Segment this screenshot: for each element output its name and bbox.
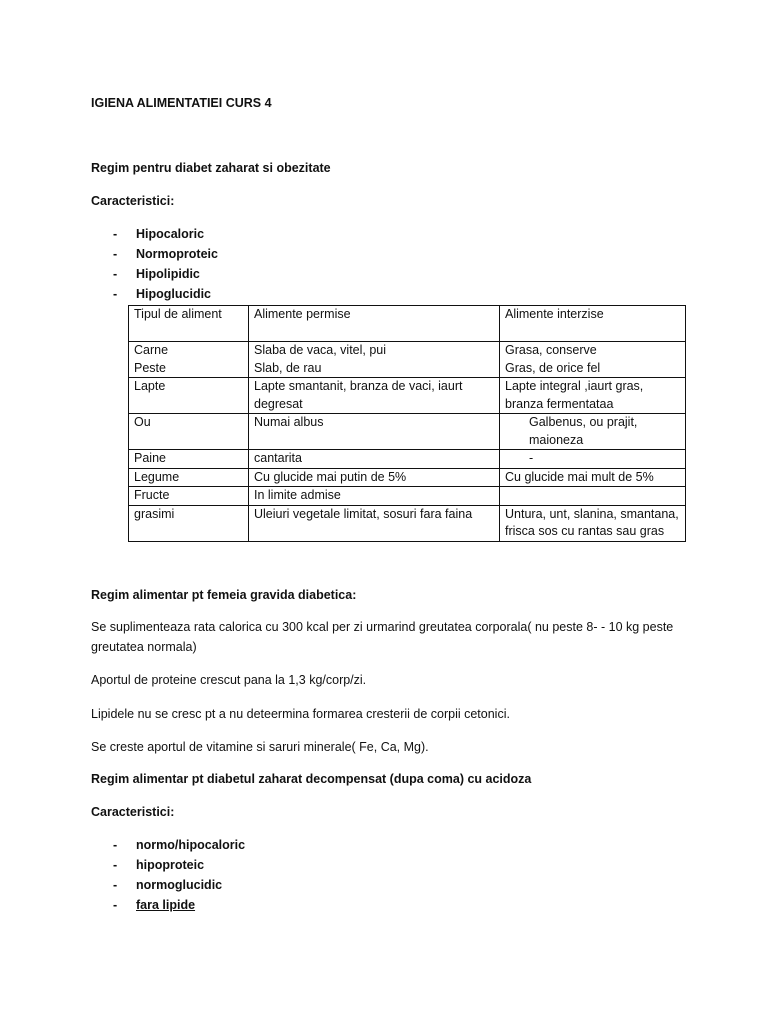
document-page: IGIENA ALIMENTATIEI CURS 4 Regim pentru diabet zaharat si obezitate Caracteristici: - Hipocaloric - Normoproteic - Hipolipidic - Hipoglucidic Tipul de aliment Alimente permise Alimente interzise Carne Peste Slaba de vaca, vitel, pui Slab, de rau Grasa, conserve Gras, de orice fel Lapte Lapte smantanit, branza de vaci, iaurt degresat Lapte integral ,iaurt gras, branza fermentataa Ou Numai albus Galbenus, ou prajit, maioneza Paine cantarita - Legume Cu glucide mai putin de 5% Cu glucide mai mult de 5% Fructe In limite admise grasimi Uleiuri vegetale limitat, sosuri fara faina Untura, unt, slanina, smantana, frisca sos cu rantas sau gras Regim alimentar pt femeia gravida diabetica: Se suplimenteaza rata calorica cu 300 kcal per zi urmarind greutatea corporala( nu peste 8- - 10 kg peste greutatea normala) Aportul de proteine crescut pana la 1,3 kg/corp/zi. Lipidele nu se cresc pt a nu deteermina formarea cresterii de corpii cetonici. Se creste aportul de vitamine si saruri minerale( Fe, Ca, Mg). Regim alimentar pt diabetul zaharat decompensat (dupa coma) cu acidoza Caracteristici: - normo/hipocaloric - hipoproteic - normoglucidic - fara lipide (0, 0, 768, 1024)
table-header-row (129, 306, 686, 342)
table-cell: grasimi (129, 505, 249, 541)
document-title: IGIENA ALIMENTATIEI CURS 4 (91, 96, 272, 110)
section-heading-diabet-obezitate: Regim pentru diabet zaharat si obezitate (91, 161, 331, 175)
characteristics-label: Caracteristici: (91, 805, 175, 819)
table-row (129, 414, 686, 450)
list-dash: - (113, 878, 118, 892)
table-cell: Ou (129, 414, 249, 450)
paragraph: Se suplimenteaza rata calorica cu 300 kcal per zi urmarind greutatea corporala( nu peste 8- - 10 kg peste greutatea normala) (91, 620, 674, 654)
paragraph: Se creste aportul de vitamine si saruri minerale( Fe, Ca, Mg). (91, 740, 429, 754)
table-cell: Lapte smantanit, branza de vaci, iaurt degresat (249, 378, 500, 414)
table-cell: Numai albus (249, 414, 500, 450)
table-cell: Fructe (129, 487, 249, 506)
list-dash: - (113, 858, 118, 872)
characteristics-label: Caracteristici: (91, 194, 175, 208)
table-cell: Uleiuri vegetale limitat, sosuri fara faina (249, 505, 500, 541)
list-dash: - (113, 227, 118, 241)
paragraph: Aportul de proteine crescut pana la 1,3 kg/corp/zi. (91, 673, 367, 687)
table-cell: Cu glucide mai putin de 5% (249, 468, 500, 487)
table-cell: Lapte (129, 378, 249, 414)
table-row (129, 450, 686, 469)
table-cell: Slaba de vaca, vitel, pui Slab, de rau (249, 342, 500, 378)
list-dash: - (113, 838, 118, 852)
table-cell: Carne Peste (129, 342, 249, 378)
paragraph: Lipidele nu se cresc pt a nu deteermina formarea cresterii de corpii cetonici. (91, 707, 510, 721)
list-dash: - (113, 267, 118, 281)
table-cell: In limite admise (249, 487, 500, 506)
table-row (129, 468, 686, 487)
table-row (129, 487, 686, 506)
list-dash: - (113, 287, 118, 301)
table-cell: Lapte integral ,iaurt gras, branza fermentataa (500, 378, 686, 414)
table-cell: Grasa, conserve Gras, de orice fel (500, 342, 686, 378)
list-dash: - (113, 247, 118, 261)
table-row (129, 378, 686, 414)
section-heading-decompensat: Regim alimentar pt diabetul zaharat decompensat (dupa coma) cu acidoza (91, 772, 532, 786)
table-cell: Legume (129, 468, 249, 487)
table-cell: Untura, unt, slanina, smantana, frisca sos cu rantas sau gras (500, 505, 686, 541)
header-tipul-de-aliment: Tipul de aliment (129, 306, 249, 342)
diet-table (128, 305, 686, 542)
table-cell: Galbenus, ou prajit, maioneza (500, 414, 686, 450)
table-row (129, 342, 686, 378)
table-cell (500, 487, 686, 506)
table-cell: Paine (129, 450, 249, 469)
table-cell: Cu glucide mai mult de 5% (500, 468, 686, 487)
section-heading-gravida: Regim alimentar pt femeia gravida diabetica: (91, 588, 357, 602)
header-alimente-interzise: Alimente interzise (500, 306, 686, 342)
table-row (129, 505, 686, 541)
list-dash: - (113, 898, 118, 912)
table-cell: - (500, 450, 686, 469)
table-cell: cantarita (249, 450, 500, 469)
header-alimente-permise: Alimente permise (249, 306, 500, 342)
